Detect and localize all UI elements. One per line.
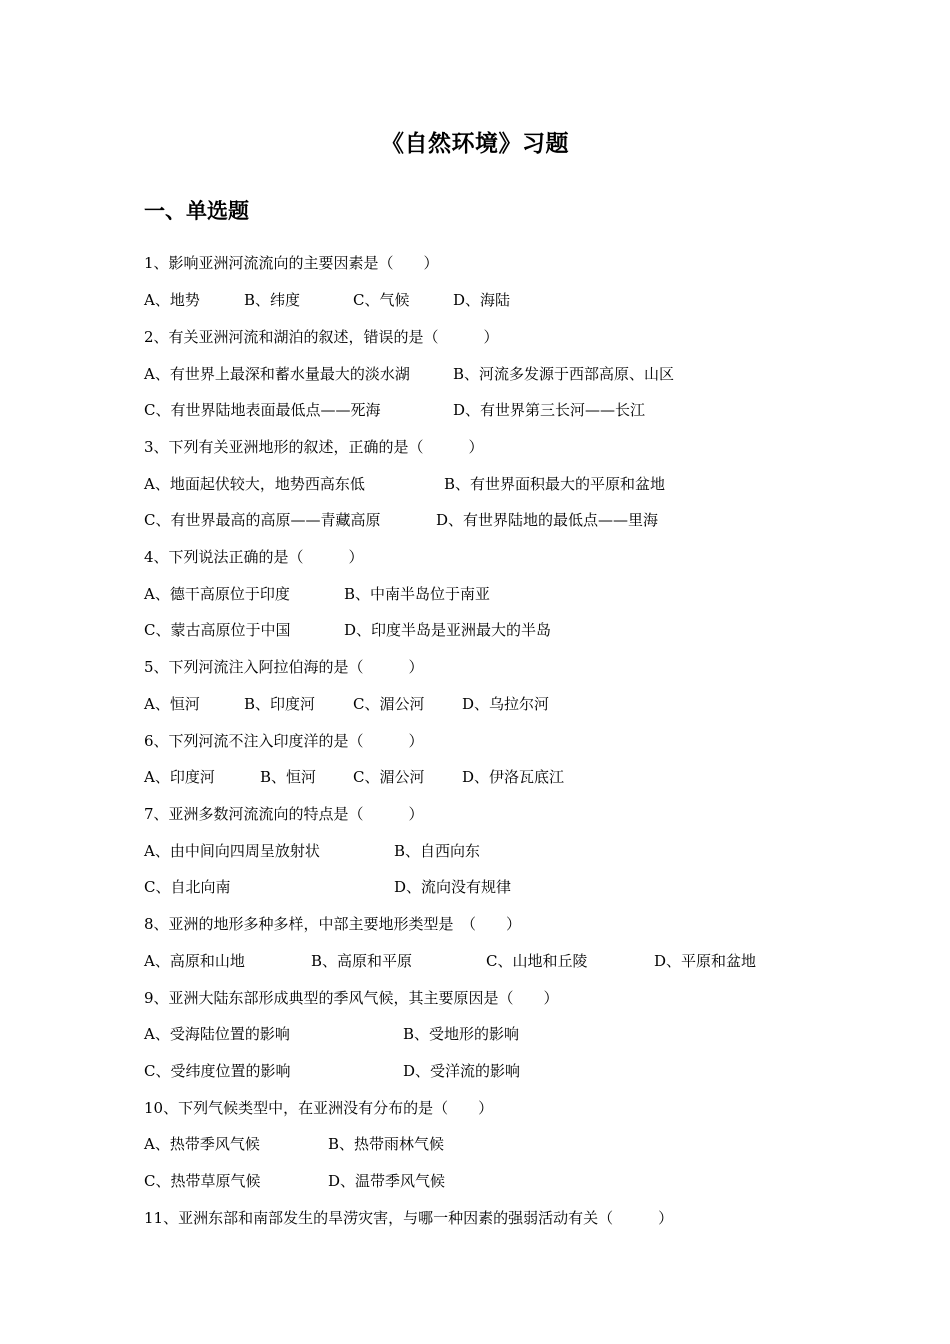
option-c: C、有世界陆地表面最低点——死海 xyxy=(144,401,381,419)
option-a: A、热带季风气候 xyxy=(144,1135,260,1153)
question-stem: 5、下列河流注入阿拉伯海的是（ ） xyxy=(144,658,424,676)
option-d: D、乌拉尔河 xyxy=(462,695,550,713)
option-d: D、流向没有规律 xyxy=(394,878,512,896)
option-d: D、平原和盆地 xyxy=(654,952,757,970)
option-c: C、自北向南 xyxy=(144,878,231,896)
option-b: B、纬度 xyxy=(244,291,301,309)
option-c: C、湄公河 xyxy=(353,695,425,713)
question-stem: 4、下列说法正确的是（ ） xyxy=(144,548,364,566)
question-stem: 2、有关亚洲河流和湖泊的叙述，错误的是（ ） xyxy=(144,328,499,346)
option-b: B、受地形的影响 xyxy=(403,1025,520,1043)
option-d: D、印度半岛是亚洲最大的半岛 xyxy=(344,621,552,639)
question-stem: 3、下列有关亚洲地形的叙述，正确的是（ ） xyxy=(144,438,484,456)
option-a: A、有世界上最深和蓄水量最大的淡水湖 xyxy=(144,365,410,383)
option-b: B、中南半岛位于南亚 xyxy=(344,585,491,603)
option-a: A、由中间向四周呈放射状 xyxy=(144,842,320,860)
option-c: C、湄公河 xyxy=(353,768,425,786)
option-c: C、山地和丘陵 xyxy=(486,952,588,970)
document-title: 《自然环境》习题 xyxy=(381,131,569,157)
question-stem: 6、下列河流不注入印度洋的是（ ） xyxy=(144,732,424,750)
option-a: A、地势 xyxy=(144,291,200,309)
option-c: C、有世界最高的高原——青藏高原 xyxy=(144,511,381,529)
option-a: A、地面起伏较大，地势西高东低 xyxy=(144,475,365,493)
option-b: B、印度河 xyxy=(244,695,316,713)
option-d: D、温带季风气候 xyxy=(328,1172,446,1190)
option-d: D、伊洛瓦底江 xyxy=(462,768,565,786)
option-c: C、受纬度位置的影响 xyxy=(144,1062,291,1080)
question-stem: 10、下列气候类型中，在亚洲没有分布的是（ ） xyxy=(144,1099,494,1117)
option-c: C、蒙古高原位于中国 xyxy=(144,621,291,639)
section-heading: 一、单选题 xyxy=(144,199,249,223)
option-a: A、受海陆位置的影响 xyxy=(144,1025,290,1043)
option-d: D、有世界陆地的最低点——里海 xyxy=(436,511,659,529)
option-b: B、恒河 xyxy=(260,768,317,786)
option-d: D、有世界第三长河——长江 xyxy=(453,401,646,419)
option-b: B、高原和平原 xyxy=(311,952,413,970)
question-stem: 11、亚洲东部和南部发生的旱涝灾害，与哪一种因素的强弱活动有关（ ） xyxy=(144,1209,674,1227)
question-stem: 7、亚洲多数河流流向的特点是（ ） xyxy=(144,805,424,823)
option-c: C、气候 xyxy=(353,291,410,309)
option-b: B、热带雨林气候 xyxy=(328,1135,445,1153)
option-a: A、高原和山地 xyxy=(144,952,245,970)
option-a: A、印度河 xyxy=(144,768,215,786)
option-d: D、受洋流的影响 xyxy=(403,1062,521,1080)
question-stem: 1、影响亚洲河流流向的主要因素是（ ） xyxy=(144,254,439,272)
option-a: A、恒河 xyxy=(144,695,200,713)
question-stem: 8、亚洲的地形多种多样，中部主要地形类型是 （ ） xyxy=(144,915,522,933)
question-stem: 9、亚洲大陆东部形成典型的季风气候，其主要原因是（ ） xyxy=(144,989,559,1007)
option-b: B、自西向东 xyxy=(394,842,481,860)
option-b: B、有世界面积最大的平原和盆地 xyxy=(444,475,666,493)
option-d: D、海陆 xyxy=(453,291,511,309)
option-b: B、河流多发源于西部高原、山区 xyxy=(453,365,675,383)
option-c: C、热带草原气候 xyxy=(144,1172,261,1190)
option-a: A、德干高原位于印度 xyxy=(144,585,290,603)
